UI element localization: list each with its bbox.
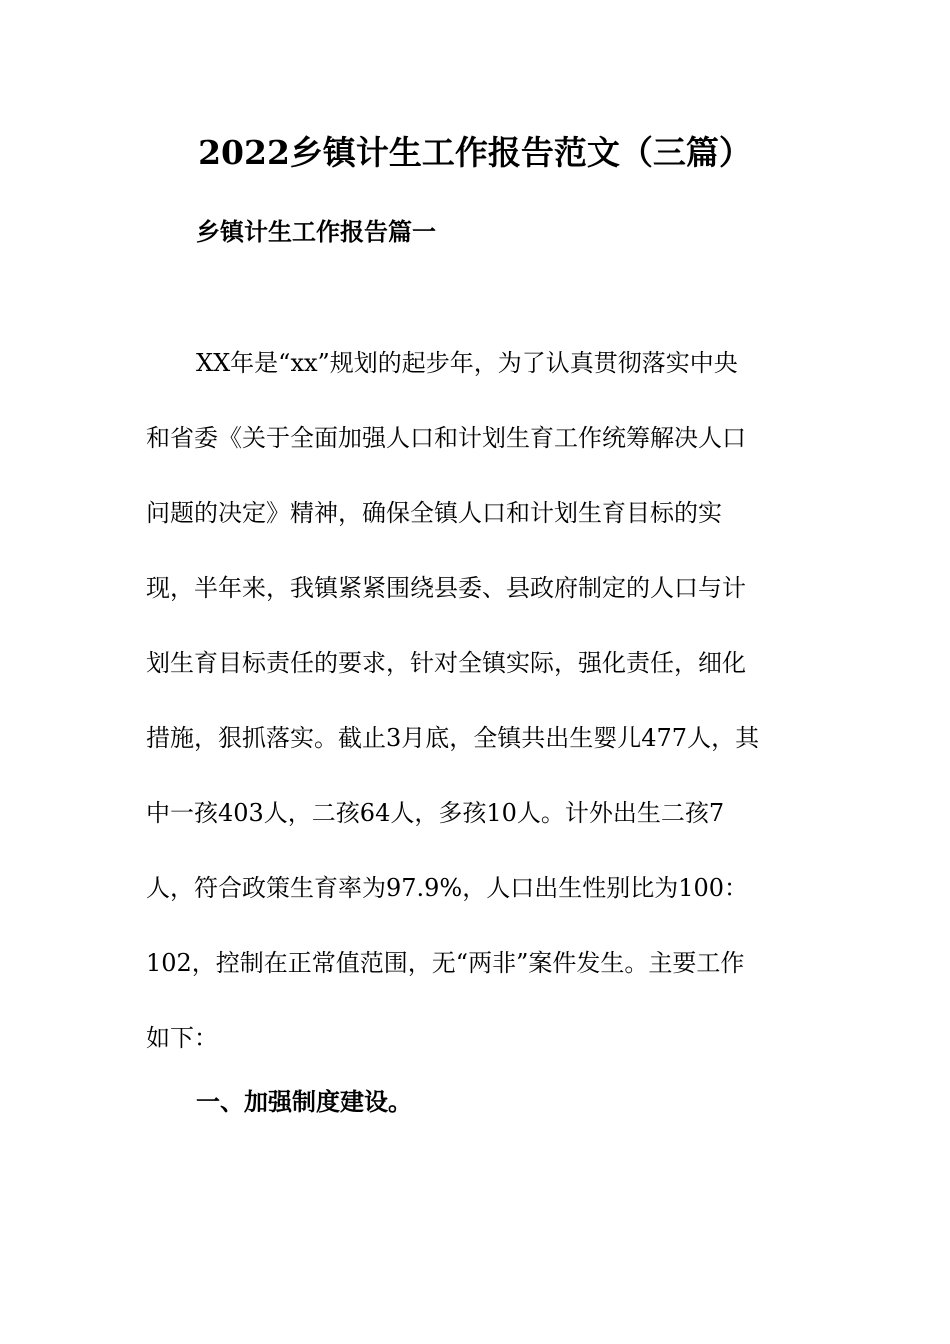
- subsection-heading: 一、加强制度建设。: [196, 1087, 412, 1116]
- body-paragraph: [146, 344, 826, 1094]
- paragraph-line: 问题的决定》精神，确保全镇人口和计划生育目标的实: [146, 499, 722, 527]
- paragraph-line: 措施，狠抓落实。截止3月底，全镇共出生婴儿477人，其: [146, 724, 760, 752]
- paragraph-line: 如下：: [146, 1024, 218, 1052]
- paragraph-line: 中一孩403人，二孩64人，多孩10人。计外出生二孩7: [146, 799, 725, 827]
- paragraph-line: 和省委《关于全面加强人口和计划生育工作统筹解决人口: [146, 424, 746, 452]
- paragraph-line: 划生育目标责任的要求，针对全镇实际，强化责任，细化: [146, 649, 746, 677]
- paragraph-line: XX年是“xx”规划的起步年，为了认真贯彻落实中央: [196, 349, 738, 377]
- paragraph-line: 人，符合政策生育率为97.9%，人口出生性别比为100：: [146, 874, 749, 902]
- paragraph-line: 102，控制在正常值范围，无“两非”案件发生。主要工作: [146, 949, 745, 977]
- section-heading: 乡镇计生工作报告篇一: [196, 217, 436, 246]
- document-title: 2022乡镇计生工作报告范文（三篇）: [198, 133, 752, 172]
- paragraph-line: 现，半年来，我镇紧紧围绕县委、县政府制定的人口与计: [146, 574, 746, 602]
